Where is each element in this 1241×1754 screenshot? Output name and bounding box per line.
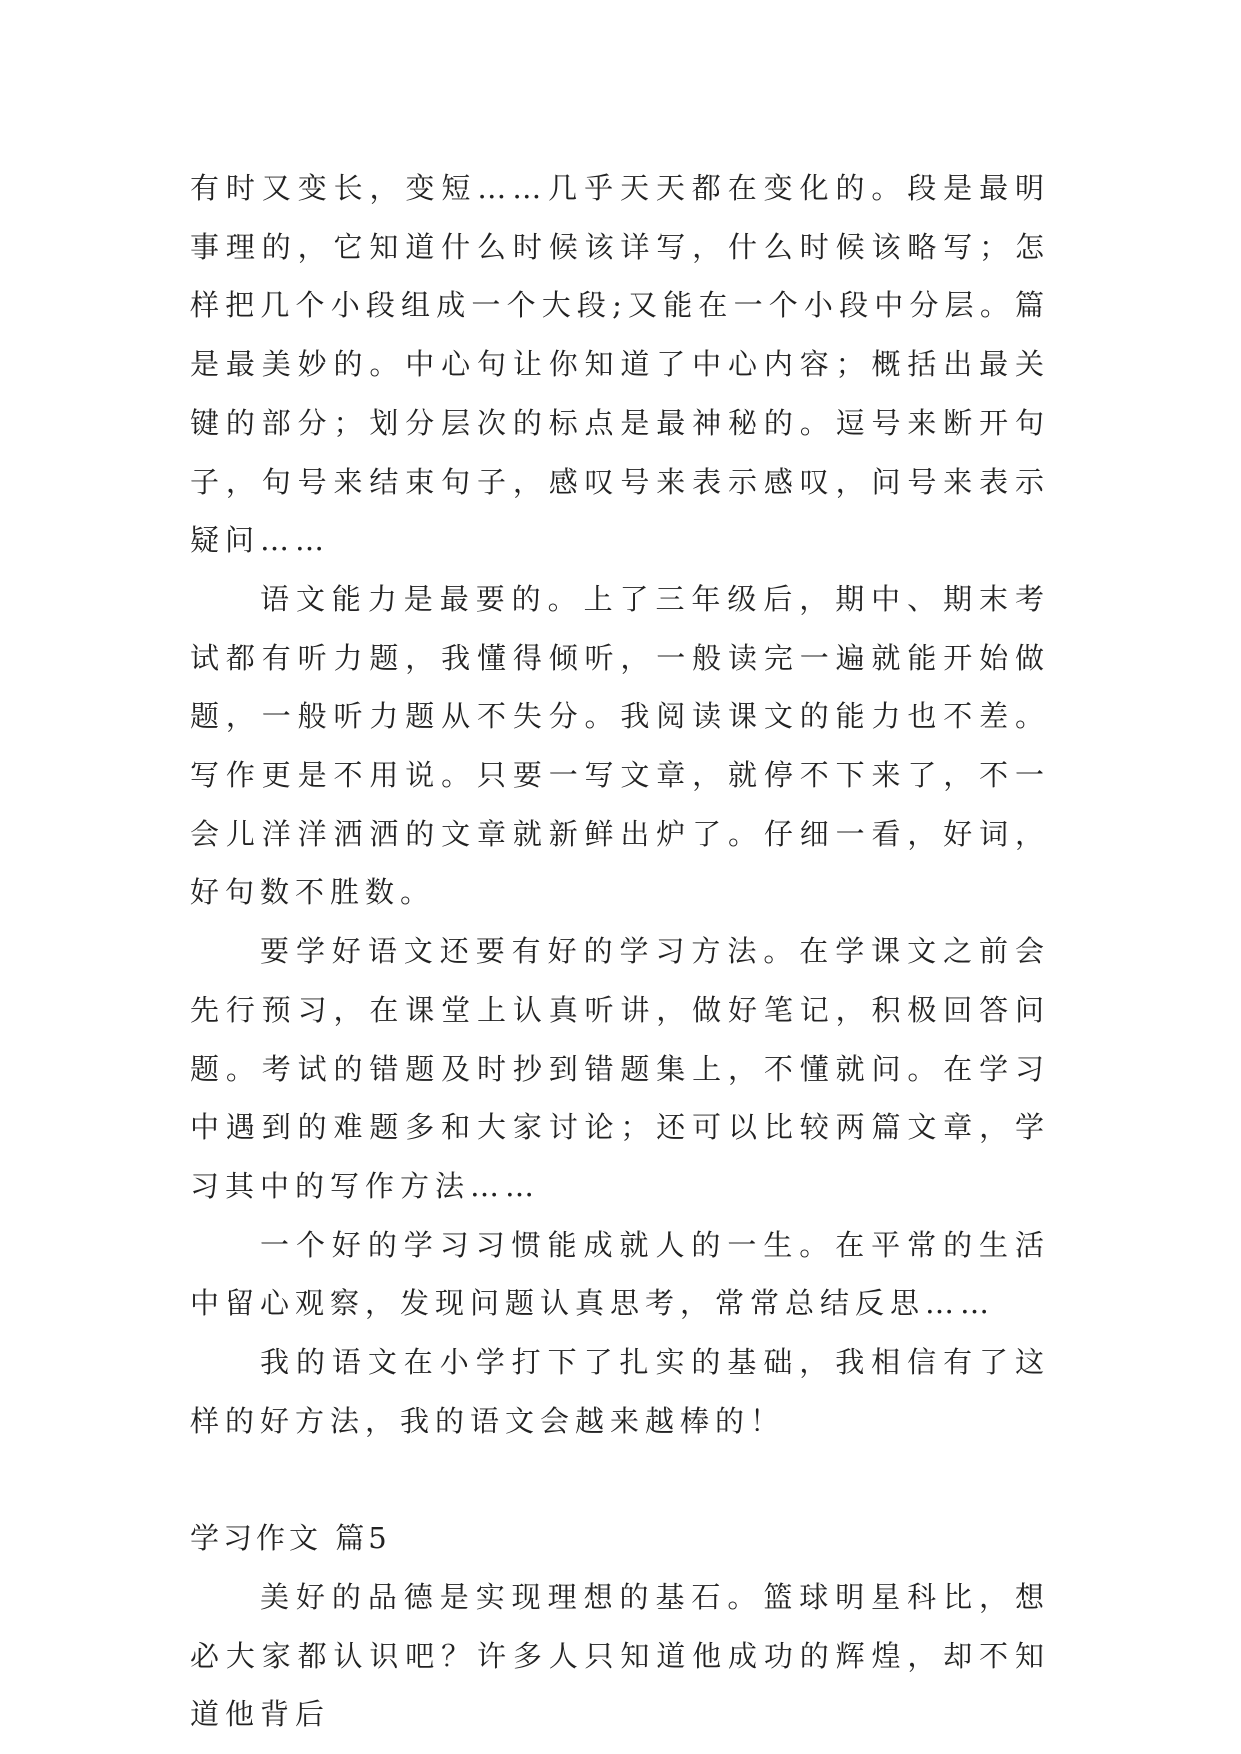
paragraph: 有时又变长，变短……几乎天天都在变化的。段是最明事理的，它知道什么时候该详写，什么时候该略写；怎样把几个小段组成一个大段;又能在一个小段中分层。篇是最美妙的。中心句让你知道了中心内容；概括出最关键的部分；划分层次的标点是最神秘的。逗号来断开句子，句号来结束句子，感叹号来表示感叹，问号来表示疑问…… bbox=[190, 171, 1050, 558]
paragraph: 语文能力是最要的。上了三年级后，期中、期末考试都有听力题，我懂得倾听，一般读完一遍就能开始做题，一般听力题从不失分。我阅读课文的能力也不差。写作更是不用说。只要一写文章，就停不下来了，不一会儿洋洋洒洒的文章就新鲜出炉了。仔细一看，好词，好句数不胜数。 bbox=[190, 581, 1050, 910]
paragraph: 一个好的学习习惯能成就人的一生。在平常的生活中留心观察，发现问题认真思考，常常总结反思…… bbox=[190, 1227, 1050, 1321]
section-heading: 学习作文 篇5 bbox=[190, 1521, 391, 1556]
paragraph: 美好的品德是实现理想的基石。篮球明星科比，想必大家都认识吧？许多人只知道他成功的辉煌，却不知道他背后 bbox=[190, 1579, 1050, 1732]
paragraph: 我的语文在小学打下了扎实的基础，我相信有了这样的好方法，我的语文会越来越棒的！ bbox=[190, 1345, 1050, 1438]
paragraph: 要学好语文还要有好的学习方法。在学课文之前会先行预习，在课堂上认真听讲，做好笔记，积极回答问题。考试的错题及时抄到错题集上，不懂就问。在学习中遇到的难题多和大家讨论；还可以比较两篇文章，学习其中的写作方法…… bbox=[190, 934, 1050, 1203]
document-body bbox=[190, 159, 1050, 1744]
section-spacer bbox=[190, 1450, 1050, 1509]
